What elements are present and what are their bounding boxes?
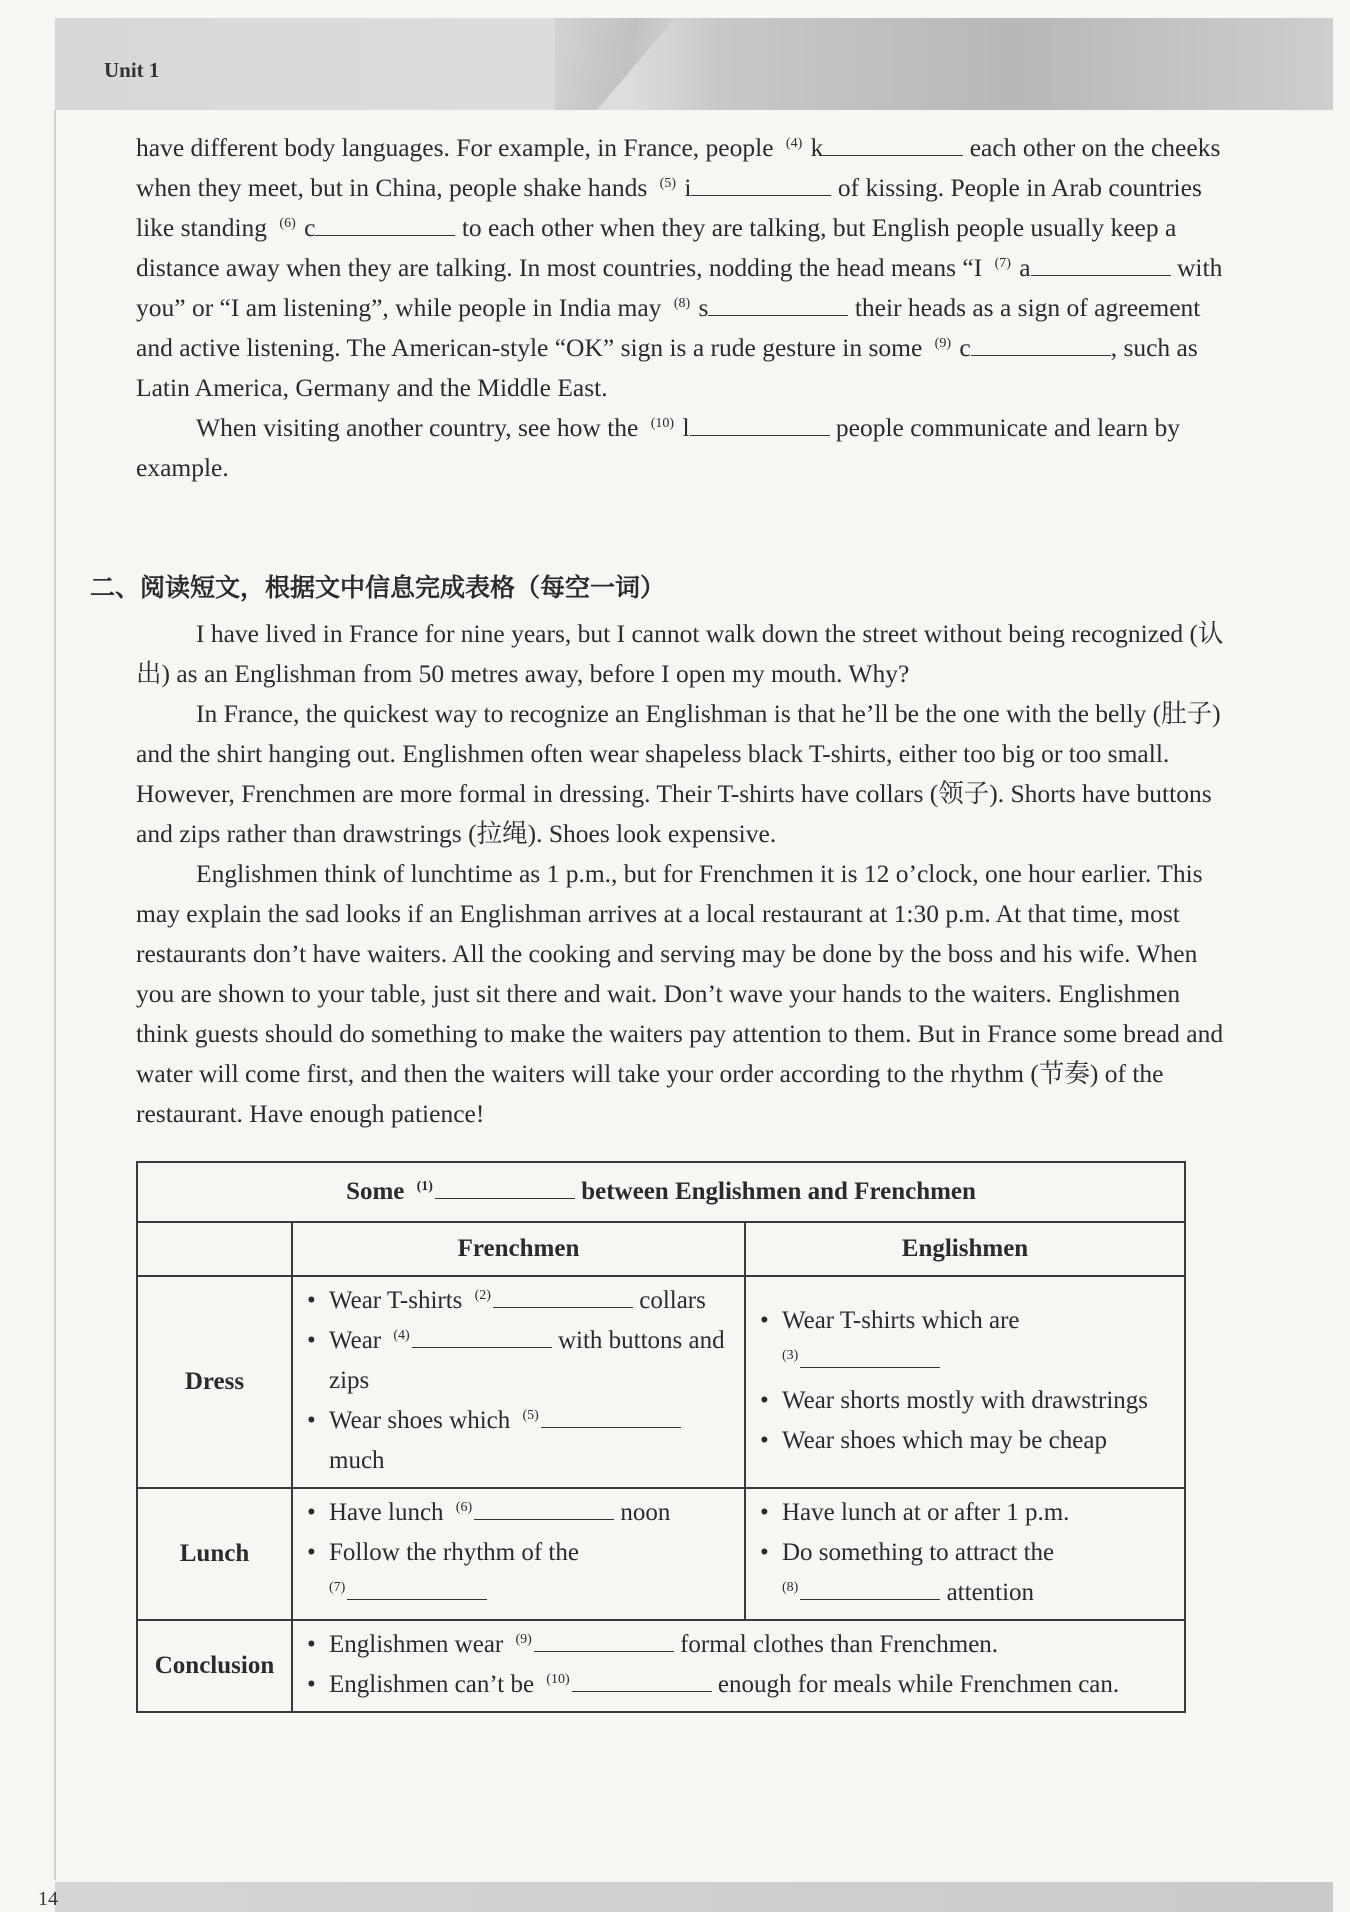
lunch-englishmen-cell [745,1488,1185,1620]
left-margin-rule [54,110,56,1880]
answer-blank[interactable] [708,290,848,316]
list-item: • Wear T-shirts which are $^{(3)}$ [756,1301,1176,1381]
dress-frenchmen-cell [292,1276,745,1488]
page-number: 14 [38,1888,58,1910]
list-item: • Have lunch $^{(6)}$ noon [303,1493,736,1533]
list-item: • Englishmen wear $^{(9)}$ formal clothes than Frenchmen. [303,1625,1176,1665]
answer-blank[interactable] [691,170,831,196]
blank-number: (4) [785,135,803,151]
blank-number: (7) [994,255,1011,271]
answer-blank[interactable] [315,210,455,236]
list-item: • Follow the rhythm of the $^{(7)}$ [303,1533,736,1613]
passage-paragraph: In France, the quickest way to recognize an Englishman is that he’ll be the one with the belly (肚子) and the shirt hanging out. Englishmen often wear shapeless black T-shirts, either too big or too small. However, Frenchmen are more formal in dressing. Their T-shirts have collars (领子). Shorts have buttons and zips rather than drawstrings (拉绳). Shoes look expensive. [136,699,1221,848]
answer-blank[interactable] [572,1666,712,1692]
column-header-englishmen: Englishmen [745,1222,1185,1276]
answer-blank[interactable] [800,1574,940,1600]
answer-blank[interactable] [435,1173,575,1199]
lunch-frenchmen-cell [292,1488,745,1620]
list-item: • Wear shoes which $^{(5)}$ much [303,1401,736,1481]
answer-blank[interactable] [823,130,963,156]
list-item: • Do something to attract the $^{(8)}$ attention [756,1533,1176,1613]
exercise1-paragraph-2: When visiting another country, see how the $^{(10)}$ l people communicate and learn by example. [136,408,1231,488]
column-header-frenchmen: Frenchmen [292,1222,745,1276]
conclusion-cell [292,1620,1185,1712]
answer-blank[interactable] [541,1402,681,1428]
blank-number: (9) [934,335,951,351]
blank-number: (1) [416,1178,433,1194]
answer-blank[interactable] [800,1342,940,1368]
footer-band [55,1882,1333,1912]
list-item: • Wear T-shirts $^{(2)}$ collars [303,1281,736,1321]
answer-blank[interactable] [690,410,830,436]
answer-blank[interactable] [493,1282,633,1308]
exercise1-paragraph-1: have different body languages. For example, in France, people $^{(4)}$ k each other on the cheeks when they meet, but in China, people shake hands $^{(5)}$ i of kissing. People in Arab countries like standing $^{(6)}$ c to each other when they are talking, but English people usually keep a distance away when they are talking. In most countries, nodding the head means “I $^{(7)}$ a with you” or “I am listening”, while people in India may $^{(8)}$ s their heads as a sign of agreement and active listening. The American-style “OK” sign is a rude gesture in some $^{(9)}$ c , such as Latin America, Germany and the Middle East. [136,128,1231,408]
list-item: • Have lunch at or after 1 p.m. [756,1493,1176,1533]
header-decoration [555,18,675,110]
header-band [55,18,1333,110]
row-label-lunch: Lunch [137,1488,292,1620]
table-title: Some $^{(1)}$ between Englishmen and Frenchmen [137,1162,1185,1222]
list-item: • Wear shorts mostly with drawstrings [756,1381,1176,1421]
list-item: • Wear shoes which may be cheap [756,1421,1176,1461]
answer-blank[interactable] [1031,250,1171,276]
reading-passage [136,614,1231,1134]
unit-label: Unit 1 [104,58,160,82]
passage-paragraph: Englishmen think of lunchtime as 1 p.m., but for Frenchmen it is 12 o’clock, one hour earlier. This may explain the sad looks if an Englishman arrives at a local restaurant at 1:30 p.m. At that time, most restaurants don’t have waiters. All the cooking and serving may be done by the boss and his wife. When you are shown to your table, just sit there and wait. Don’t wave your hands to the waiters. Englishmen think guests should do something to make the waiters pay attention to them. But in France some bread and water will come first, and then the waiters will take your order according to the rhythm (节奏) of the restaurant. Have enough patience! [136,859,1224,1128]
blank-number: (5) [659,175,676,191]
row-label-dress: Dress [137,1276,292,1488]
section-title: 二、阅读短文，根据文中信息完成表格（每空一词） [90,573,666,602]
exercise1-text [136,128,1231,488]
answer-blank[interactable] [412,1322,552,1348]
blank-number: (10) [650,415,675,431]
blank-number: (8) [673,295,691,311]
comparison-table [136,1161,1186,1713]
row-label-conclusion: Conclusion [137,1620,292,1712]
list-item: • Wear $^{(4)}$ with buttons and zips [303,1321,736,1401]
empty-corner-cell [137,1222,292,1276]
dress-englishmen-cell [745,1276,1185,1488]
answer-blank[interactable] [347,1574,487,1600]
passage-paragraph: I have lived in France for nine years, but I cannot walk down the street without being recognized (认出) as an Englishman from 50 metres away, before I open my mouth. Why? [136,619,1224,688]
answer-blank[interactable] [534,1626,674,1652]
blank-number: (6) [279,215,296,231]
answer-blank[interactable] [971,330,1111,356]
list-item: • Englishmen can’t be $^{(10)}$ enough for meals while Frenchmen can. [303,1665,1176,1705]
answer-blank[interactable] [474,1494,614,1520]
